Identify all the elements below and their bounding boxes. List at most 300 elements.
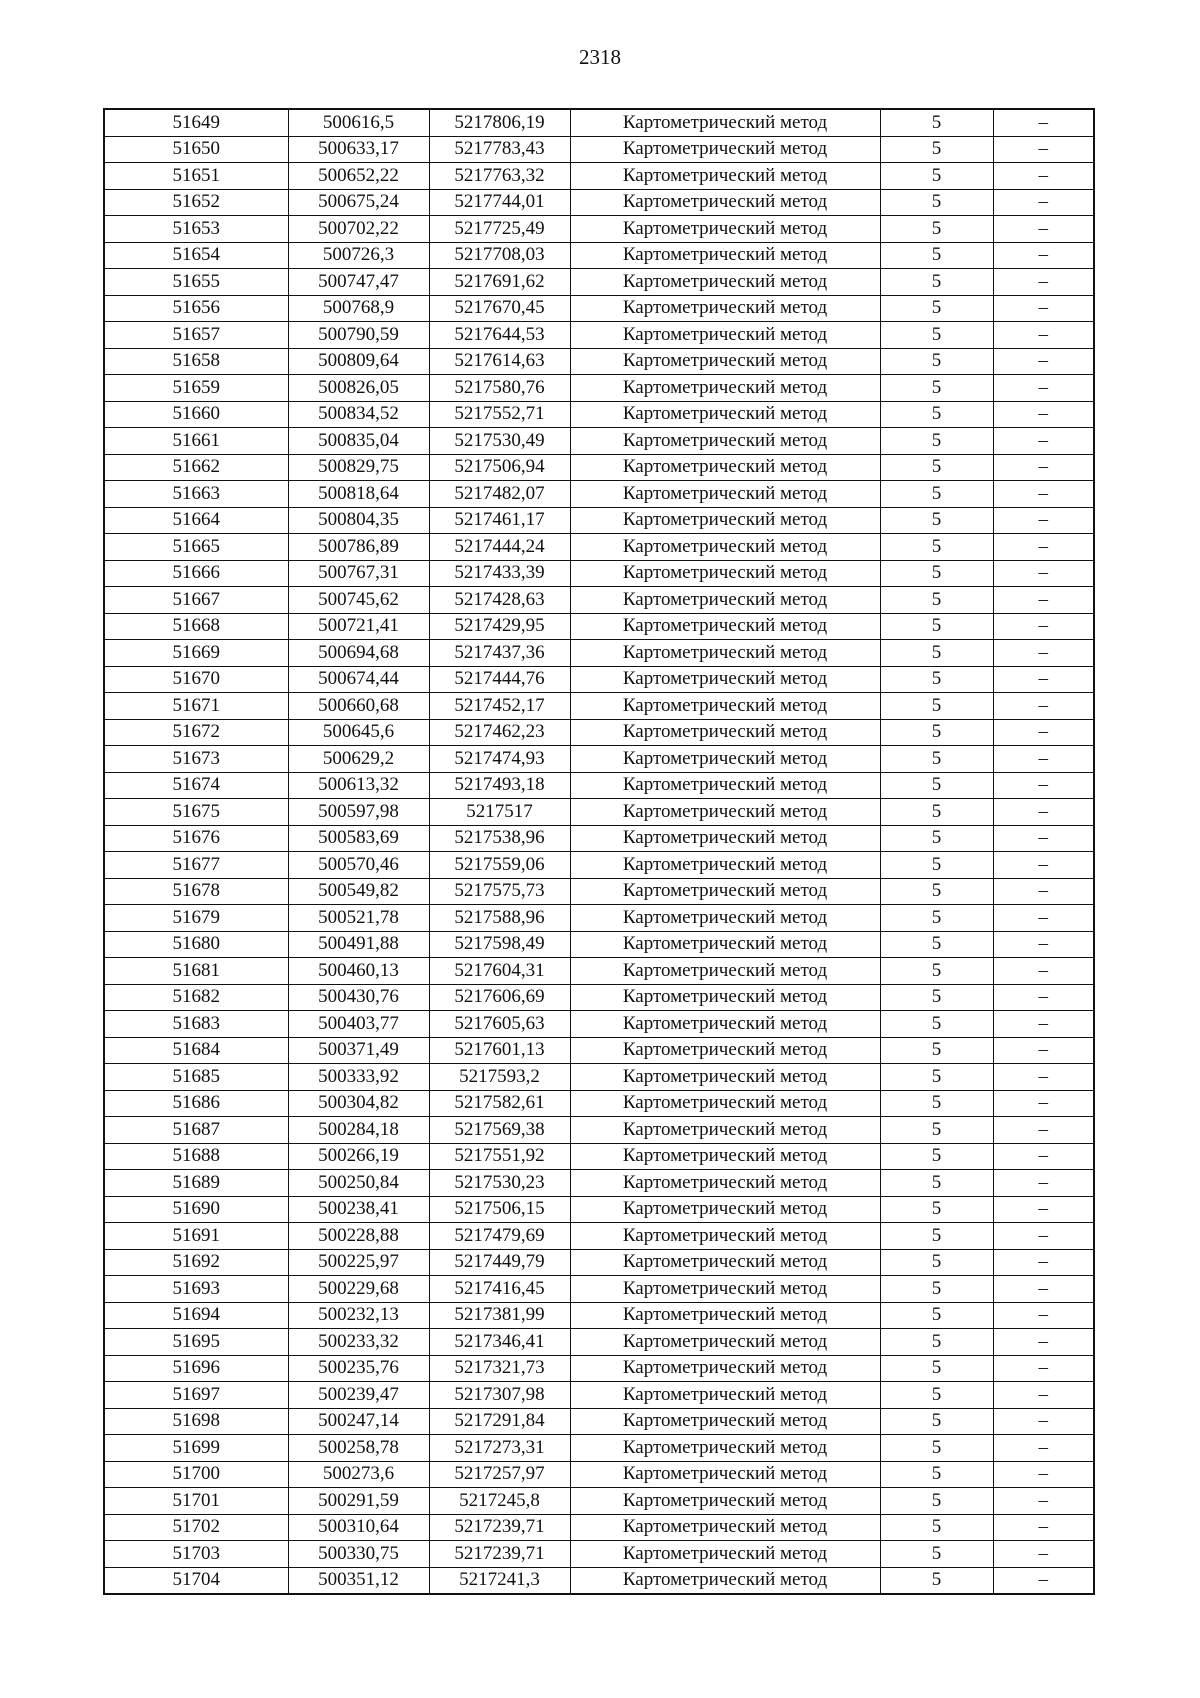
point-number-cell: 51662: [104, 454, 288, 481]
accuracy-cell: 5: [880, 1037, 993, 1064]
note-cell: –: [993, 269, 1094, 296]
accuracy-cell: 5: [880, 799, 993, 826]
accuracy-cell: 5: [880, 322, 993, 349]
point-number-cell: 51664: [104, 507, 288, 534]
x-coordinate-cell: 500310,64: [288, 1514, 429, 1541]
y-coordinate-cell: 5217569,38: [429, 1117, 570, 1144]
accuracy-cell: 5: [880, 216, 993, 243]
method-cell: Картометрический метод: [570, 454, 880, 481]
method-cell: Картометрический метод: [570, 666, 880, 693]
accuracy-cell: 5: [880, 746, 993, 773]
coordinates-table: [103, 108, 1095, 1595]
note-cell: –: [993, 1408, 1094, 1435]
y-coordinate-cell: 5217241,3: [429, 1567, 570, 1594]
note-cell: –: [993, 428, 1094, 455]
point-number-cell: 51692: [104, 1249, 288, 1276]
note-cell: –: [993, 481, 1094, 508]
method-cell: Картометрический метод: [570, 163, 880, 190]
accuracy-cell: 5: [880, 481, 993, 508]
accuracy-cell: 5: [880, 295, 993, 322]
method-cell: Картометрический метод: [570, 1064, 880, 1091]
accuracy-cell: 5: [880, 1329, 993, 1356]
point-number-cell: 51687: [104, 1117, 288, 1144]
method-cell: Картометрический метод: [570, 1541, 880, 1568]
point-number-cell: 51700: [104, 1461, 288, 1488]
method-cell: Картометрический метод: [570, 401, 880, 428]
accuracy-cell: 5: [880, 825, 993, 852]
accuracy-cell: 5: [880, 1302, 993, 1329]
point-number-cell: 51659: [104, 375, 288, 402]
x-coordinate-cell: 500549,82: [288, 878, 429, 905]
note-cell: –: [993, 1011, 1094, 1038]
note-cell: –: [993, 1249, 1094, 1276]
y-coordinate-cell: 5217575,73: [429, 878, 570, 905]
accuracy-cell: 5: [880, 163, 993, 190]
table-row: [104, 109, 1094, 136]
table-row: [104, 322, 1094, 349]
point-number-cell: 51679: [104, 905, 288, 932]
note-cell: –: [993, 1037, 1094, 1064]
note-cell: –: [993, 507, 1094, 534]
accuracy-cell: 5: [880, 1223, 993, 1250]
x-coordinate-cell: 500818,64: [288, 481, 429, 508]
note-cell: –: [993, 905, 1094, 932]
table-body: [104, 109, 1094, 1594]
note-cell: –: [993, 242, 1094, 269]
table-row: [104, 587, 1094, 614]
table-row: [104, 1408, 1094, 1435]
x-coordinate-cell: 500371,49: [288, 1037, 429, 1064]
point-number-cell: 51688: [104, 1143, 288, 1170]
point-number-cell: 51673: [104, 746, 288, 773]
method-cell: Картометрический метод: [570, 1011, 880, 1038]
point-number-cell: 51693: [104, 1276, 288, 1303]
method-cell: Картометрический метод: [570, 1408, 880, 1435]
x-coordinate-cell: 500721,41: [288, 613, 429, 640]
table-row: [104, 189, 1094, 216]
table-row: [104, 772, 1094, 799]
x-coordinate-cell: 500790,59: [288, 322, 429, 349]
note-cell: –: [993, 984, 1094, 1011]
table-row: [104, 931, 1094, 958]
table-row: [104, 1541, 1094, 1568]
table-row: [104, 1196, 1094, 1223]
accuracy-cell: 5: [880, 507, 993, 534]
point-number-cell: 51669: [104, 640, 288, 667]
point-number-cell: 51670: [104, 666, 288, 693]
point-number-cell: 51699: [104, 1435, 288, 1462]
table-row: [104, 1249, 1094, 1276]
y-coordinate-cell: 5217346,41: [429, 1329, 570, 1356]
note-cell: –: [993, 401, 1094, 428]
y-coordinate-cell: 5217461,17: [429, 507, 570, 534]
y-coordinate-cell: 5217437,36: [429, 640, 570, 667]
accuracy-cell: 5: [880, 136, 993, 163]
method-cell: Картометрический метод: [570, 1567, 880, 1594]
y-coordinate-cell: 5217482,07: [429, 481, 570, 508]
method-cell: Картометрический метод: [570, 375, 880, 402]
y-coordinate-cell: 5217691,62: [429, 269, 570, 296]
note-cell: –: [993, 666, 1094, 693]
accuracy-cell: 5: [880, 587, 993, 614]
method-cell: Картометрический метод: [570, 1223, 880, 1250]
table-row: [104, 613, 1094, 640]
point-number-cell: 51704: [104, 1567, 288, 1594]
table-row: [104, 666, 1094, 693]
method-cell: Картометрический метод: [570, 905, 880, 932]
note-cell: –: [993, 1488, 1094, 1515]
point-number-cell: 51689: [104, 1170, 288, 1197]
method-cell: Картометрический метод: [570, 242, 880, 269]
point-number-cell: 51698: [104, 1408, 288, 1435]
y-coordinate-cell: 5217474,93: [429, 746, 570, 773]
y-coordinate-cell: 5217291,84: [429, 1408, 570, 1435]
accuracy-cell: 5: [880, 560, 993, 587]
x-coordinate-cell: 500403,77: [288, 1011, 429, 1038]
method-cell: Картометрический метод: [570, 1090, 880, 1117]
note-cell: –: [993, 1223, 1094, 1250]
x-coordinate-cell: 500491,88: [288, 931, 429, 958]
point-number-cell: 51686: [104, 1090, 288, 1117]
x-coordinate-cell: 500521,78: [288, 905, 429, 932]
accuracy-cell: 5: [880, 242, 993, 269]
y-coordinate-cell: 5217580,76: [429, 375, 570, 402]
point-number-cell: 51681: [104, 958, 288, 985]
method-cell: Картометрический метод: [570, 1276, 880, 1303]
x-coordinate-cell: 500291,59: [288, 1488, 429, 1515]
note-cell: –: [993, 1143, 1094, 1170]
x-coordinate-cell: 500430,76: [288, 984, 429, 1011]
table-row: [104, 1143, 1094, 1170]
accuracy-cell: 5: [880, 1249, 993, 1276]
x-coordinate-cell: 500768,9: [288, 295, 429, 322]
point-number-cell: 51702: [104, 1514, 288, 1541]
table-row: [104, 1090, 1094, 1117]
note-cell: –: [993, 163, 1094, 190]
note-cell: –: [993, 878, 1094, 905]
point-number-cell: 51666: [104, 560, 288, 587]
table-row: [104, 481, 1094, 508]
point-number-cell: 51677: [104, 852, 288, 879]
table-row: [104, 640, 1094, 667]
x-coordinate-cell: 500613,32: [288, 772, 429, 799]
x-coordinate-cell: 500745,62: [288, 587, 429, 614]
note-cell: –: [993, 189, 1094, 216]
y-coordinate-cell: 5217783,43: [429, 136, 570, 163]
accuracy-cell: 5: [880, 401, 993, 428]
point-number-cell: 51697: [104, 1382, 288, 1409]
table-row: [104, 719, 1094, 746]
accuracy-cell: 5: [880, 1143, 993, 1170]
point-number-cell: 51671: [104, 693, 288, 720]
point-number-cell: 51694: [104, 1302, 288, 1329]
point-number-cell: 51668: [104, 613, 288, 640]
note-cell: –: [993, 1196, 1094, 1223]
table-row: [104, 242, 1094, 269]
table-row: [104, 1355, 1094, 1382]
method-cell: Картометрический метод: [570, 109, 880, 136]
accuracy-cell: 5: [880, 109, 993, 136]
x-coordinate-cell: 500767,31: [288, 560, 429, 587]
point-number-cell: 51683: [104, 1011, 288, 1038]
y-coordinate-cell: 5217725,49: [429, 216, 570, 243]
x-coordinate-cell: 500597,98: [288, 799, 429, 826]
x-coordinate-cell: 500247,14: [288, 1408, 429, 1435]
x-coordinate-cell: 500694,68: [288, 640, 429, 667]
point-number-cell: 51656: [104, 295, 288, 322]
accuracy-cell: 5: [880, 878, 993, 905]
accuracy-cell: 5: [880, 958, 993, 985]
x-coordinate-cell: 500284,18: [288, 1117, 429, 1144]
note-cell: –: [993, 454, 1094, 481]
accuracy-cell: 5: [880, 454, 993, 481]
x-coordinate-cell: 500333,92: [288, 1064, 429, 1091]
method-cell: Картометрический метод: [570, 1382, 880, 1409]
point-number-cell: 51650: [104, 136, 288, 163]
accuracy-cell: 5: [880, 1488, 993, 1515]
point-number-cell: 51674: [104, 772, 288, 799]
accuracy-cell: 5: [880, 348, 993, 375]
point-number-cell: 51658: [104, 348, 288, 375]
note-cell: –: [993, 1117, 1094, 1144]
y-coordinate-cell: 5217593,2: [429, 1064, 570, 1091]
x-coordinate-cell: 500228,88: [288, 1223, 429, 1250]
x-coordinate-cell: 500233,32: [288, 1329, 429, 1356]
table-row: [104, 1329, 1094, 1356]
table-row: [104, 534, 1094, 561]
method-cell: Картометрический метод: [570, 136, 880, 163]
point-number-cell: 51690: [104, 1196, 288, 1223]
y-coordinate-cell: 5217644,53: [429, 322, 570, 349]
y-coordinate-cell: 5217506,15: [429, 1196, 570, 1223]
accuracy-cell: 5: [880, 666, 993, 693]
point-number-cell: 51696: [104, 1355, 288, 1382]
table-row: [104, 852, 1094, 879]
method-cell: Картометрический метод: [570, 269, 880, 296]
method-cell: Картометрический метод: [570, 1355, 880, 1382]
note-cell: –: [993, 1382, 1094, 1409]
y-coordinate-cell: 5217444,24: [429, 534, 570, 561]
x-coordinate-cell: 500304,82: [288, 1090, 429, 1117]
point-number-cell: 51680: [104, 931, 288, 958]
y-coordinate-cell: 5217601,13: [429, 1037, 570, 1064]
x-coordinate-cell: 500238,41: [288, 1196, 429, 1223]
x-coordinate-cell: 500652,22: [288, 163, 429, 190]
x-coordinate-cell: 500834,52: [288, 401, 429, 428]
y-coordinate-cell: 5217444,76: [429, 666, 570, 693]
point-number-cell: 51695: [104, 1329, 288, 1356]
accuracy-cell: 5: [880, 1117, 993, 1144]
page-number: 2318: [579, 45, 621, 69]
point-number-cell: 51653: [104, 216, 288, 243]
x-coordinate-cell: 500809,64: [288, 348, 429, 375]
table-row: [104, 136, 1094, 163]
method-cell: Картометрический метод: [570, 1488, 880, 1515]
method-cell: Картометрический метод: [570, 1461, 880, 1488]
point-number-cell: 51678: [104, 878, 288, 905]
table-row: [104, 507, 1094, 534]
y-coordinate-cell: 5217530,23: [429, 1170, 570, 1197]
note-cell: –: [993, 1170, 1094, 1197]
method-cell: Картометрический метод: [570, 428, 880, 455]
accuracy-cell: 5: [880, 931, 993, 958]
y-coordinate-cell: 5217239,71: [429, 1541, 570, 1568]
x-coordinate-cell: 500266,19: [288, 1143, 429, 1170]
x-coordinate-cell: 500660,68: [288, 693, 429, 720]
accuracy-cell: 5: [880, 1011, 993, 1038]
accuracy-cell: 5: [880, 1276, 993, 1303]
y-coordinate-cell: 5217479,69: [429, 1223, 570, 1250]
point-number-cell: 51684: [104, 1037, 288, 1064]
note-cell: –: [993, 1064, 1094, 1091]
method-cell: Картометрический метод: [570, 772, 880, 799]
note-cell: –: [993, 825, 1094, 852]
point-number-cell: 51701: [104, 1488, 288, 1515]
table-row: [104, 799, 1094, 826]
table-row: [104, 401, 1094, 428]
y-coordinate-cell: 5217763,32: [429, 163, 570, 190]
point-number-cell: 51691: [104, 1223, 288, 1250]
x-coordinate-cell: 500351,12: [288, 1567, 429, 1594]
point-number-cell: 51676: [104, 825, 288, 852]
y-coordinate-cell: 5217530,49: [429, 428, 570, 455]
x-coordinate-cell: 500232,13: [288, 1302, 429, 1329]
note-cell: –: [993, 1514, 1094, 1541]
y-coordinate-cell: 5217606,69: [429, 984, 570, 1011]
accuracy-cell: 5: [880, 1382, 993, 1409]
note-cell: –: [993, 613, 1094, 640]
method-cell: Картометрический метод: [570, 1117, 880, 1144]
accuracy-cell: 5: [880, 428, 993, 455]
point-number-cell: 51657: [104, 322, 288, 349]
x-coordinate-cell: 500258,78: [288, 1435, 429, 1462]
x-coordinate-cell: 500702,22: [288, 216, 429, 243]
note-cell: –: [993, 1567, 1094, 1594]
x-coordinate-cell: 500583,69: [288, 825, 429, 852]
y-coordinate-cell: 5217452,17: [429, 693, 570, 720]
y-coordinate-cell: 5217239,71: [429, 1514, 570, 1541]
note-cell: –: [993, 931, 1094, 958]
point-number-cell: 51654: [104, 242, 288, 269]
note-cell: –: [993, 746, 1094, 773]
method-cell: Картометрический метод: [570, 587, 880, 614]
table-row: [104, 746, 1094, 773]
method-cell: Картометрический метод: [570, 825, 880, 852]
method-cell: Картометрический метод: [570, 1170, 880, 1197]
accuracy-cell: 5: [880, 1170, 993, 1197]
note-cell: –: [993, 136, 1094, 163]
table-row: [104, 1117, 1094, 1144]
note-cell: –: [993, 1541, 1094, 1568]
note-cell: –: [993, 799, 1094, 826]
point-number-cell: 51703: [104, 1541, 288, 1568]
accuracy-cell: 5: [880, 375, 993, 402]
x-coordinate-cell: 500674,44: [288, 666, 429, 693]
y-coordinate-cell: 5217559,06: [429, 852, 570, 879]
method-cell: Картометрический метод: [570, 1435, 880, 1462]
y-coordinate-cell: 5217321,73: [429, 1355, 570, 1382]
x-coordinate-cell: 500829,75: [288, 454, 429, 481]
y-coordinate-cell: 5217257,97: [429, 1461, 570, 1488]
method-cell: Картометрический метод: [570, 852, 880, 879]
point-number-cell: 51651: [104, 163, 288, 190]
y-coordinate-cell: 5217605,63: [429, 1011, 570, 1038]
y-coordinate-cell: 5217449,79: [429, 1249, 570, 1276]
x-coordinate-cell: 500250,84: [288, 1170, 429, 1197]
point-number-cell: 51652: [104, 189, 288, 216]
table-row: [104, 375, 1094, 402]
point-number-cell: 51649: [104, 109, 288, 136]
method-cell: Картометрический метод: [570, 560, 880, 587]
method-cell: Картометрический метод: [570, 1302, 880, 1329]
y-coordinate-cell: 5217429,95: [429, 613, 570, 640]
accuracy-cell: 5: [880, 613, 993, 640]
note-cell: –: [993, 958, 1094, 985]
y-coordinate-cell: 5217552,71: [429, 401, 570, 428]
note-cell: –: [993, 1435, 1094, 1462]
table-row: [104, 1488, 1094, 1515]
accuracy-cell: 5: [880, 1435, 993, 1462]
x-coordinate-cell: 500235,76: [288, 1355, 429, 1382]
accuracy-cell: 5: [880, 534, 993, 561]
accuracy-cell: 5: [880, 269, 993, 296]
note-cell: –: [993, 772, 1094, 799]
table-row: [104, 958, 1094, 985]
accuracy-cell: 5: [880, 984, 993, 1011]
note-cell: –: [993, 852, 1094, 879]
method-cell: Картометрический метод: [570, 746, 880, 773]
x-coordinate-cell: 500747,47: [288, 269, 429, 296]
table-row: [104, 269, 1094, 296]
method-cell: Картометрический метод: [570, 1143, 880, 1170]
table-row: [104, 428, 1094, 455]
table-row: [104, 1514, 1094, 1541]
table-row: [104, 295, 1094, 322]
note-cell: –: [993, 1302, 1094, 1329]
method-cell: Картометрический метод: [570, 931, 880, 958]
y-coordinate-cell: 5217708,03: [429, 242, 570, 269]
accuracy-cell: 5: [880, 1196, 993, 1223]
note-cell: –: [993, 348, 1094, 375]
y-coordinate-cell: 5217582,61: [429, 1090, 570, 1117]
note-cell: –: [993, 322, 1094, 349]
y-coordinate-cell: 5217670,45: [429, 295, 570, 322]
note-cell: –: [993, 109, 1094, 136]
y-coordinate-cell: 5217588,96: [429, 905, 570, 932]
table-row: [104, 825, 1094, 852]
note-cell: –: [993, 719, 1094, 746]
note-cell: –: [993, 1461, 1094, 1488]
y-coordinate-cell: 5217604,31: [429, 958, 570, 985]
note-cell: –: [993, 1355, 1094, 1382]
note-cell: –: [993, 560, 1094, 587]
table-row: [104, 1382, 1094, 1409]
x-coordinate-cell: 500570,46: [288, 852, 429, 879]
y-coordinate-cell: 5217428,63: [429, 587, 570, 614]
y-coordinate-cell: 5217381,99: [429, 1302, 570, 1329]
accuracy-cell: 5: [880, 1541, 993, 1568]
accuracy-cell: 5: [880, 772, 993, 799]
point-number-cell: 51660: [104, 401, 288, 428]
note-cell: –: [993, 693, 1094, 720]
accuracy-cell: 5: [880, 1514, 993, 1541]
x-coordinate-cell: 500225,97: [288, 1249, 429, 1276]
point-number-cell: 51682: [104, 984, 288, 1011]
x-coordinate-cell: 500786,89: [288, 534, 429, 561]
table-row: [104, 1461, 1094, 1488]
y-coordinate-cell: 5217462,23: [429, 719, 570, 746]
accuracy-cell: 5: [880, 905, 993, 932]
